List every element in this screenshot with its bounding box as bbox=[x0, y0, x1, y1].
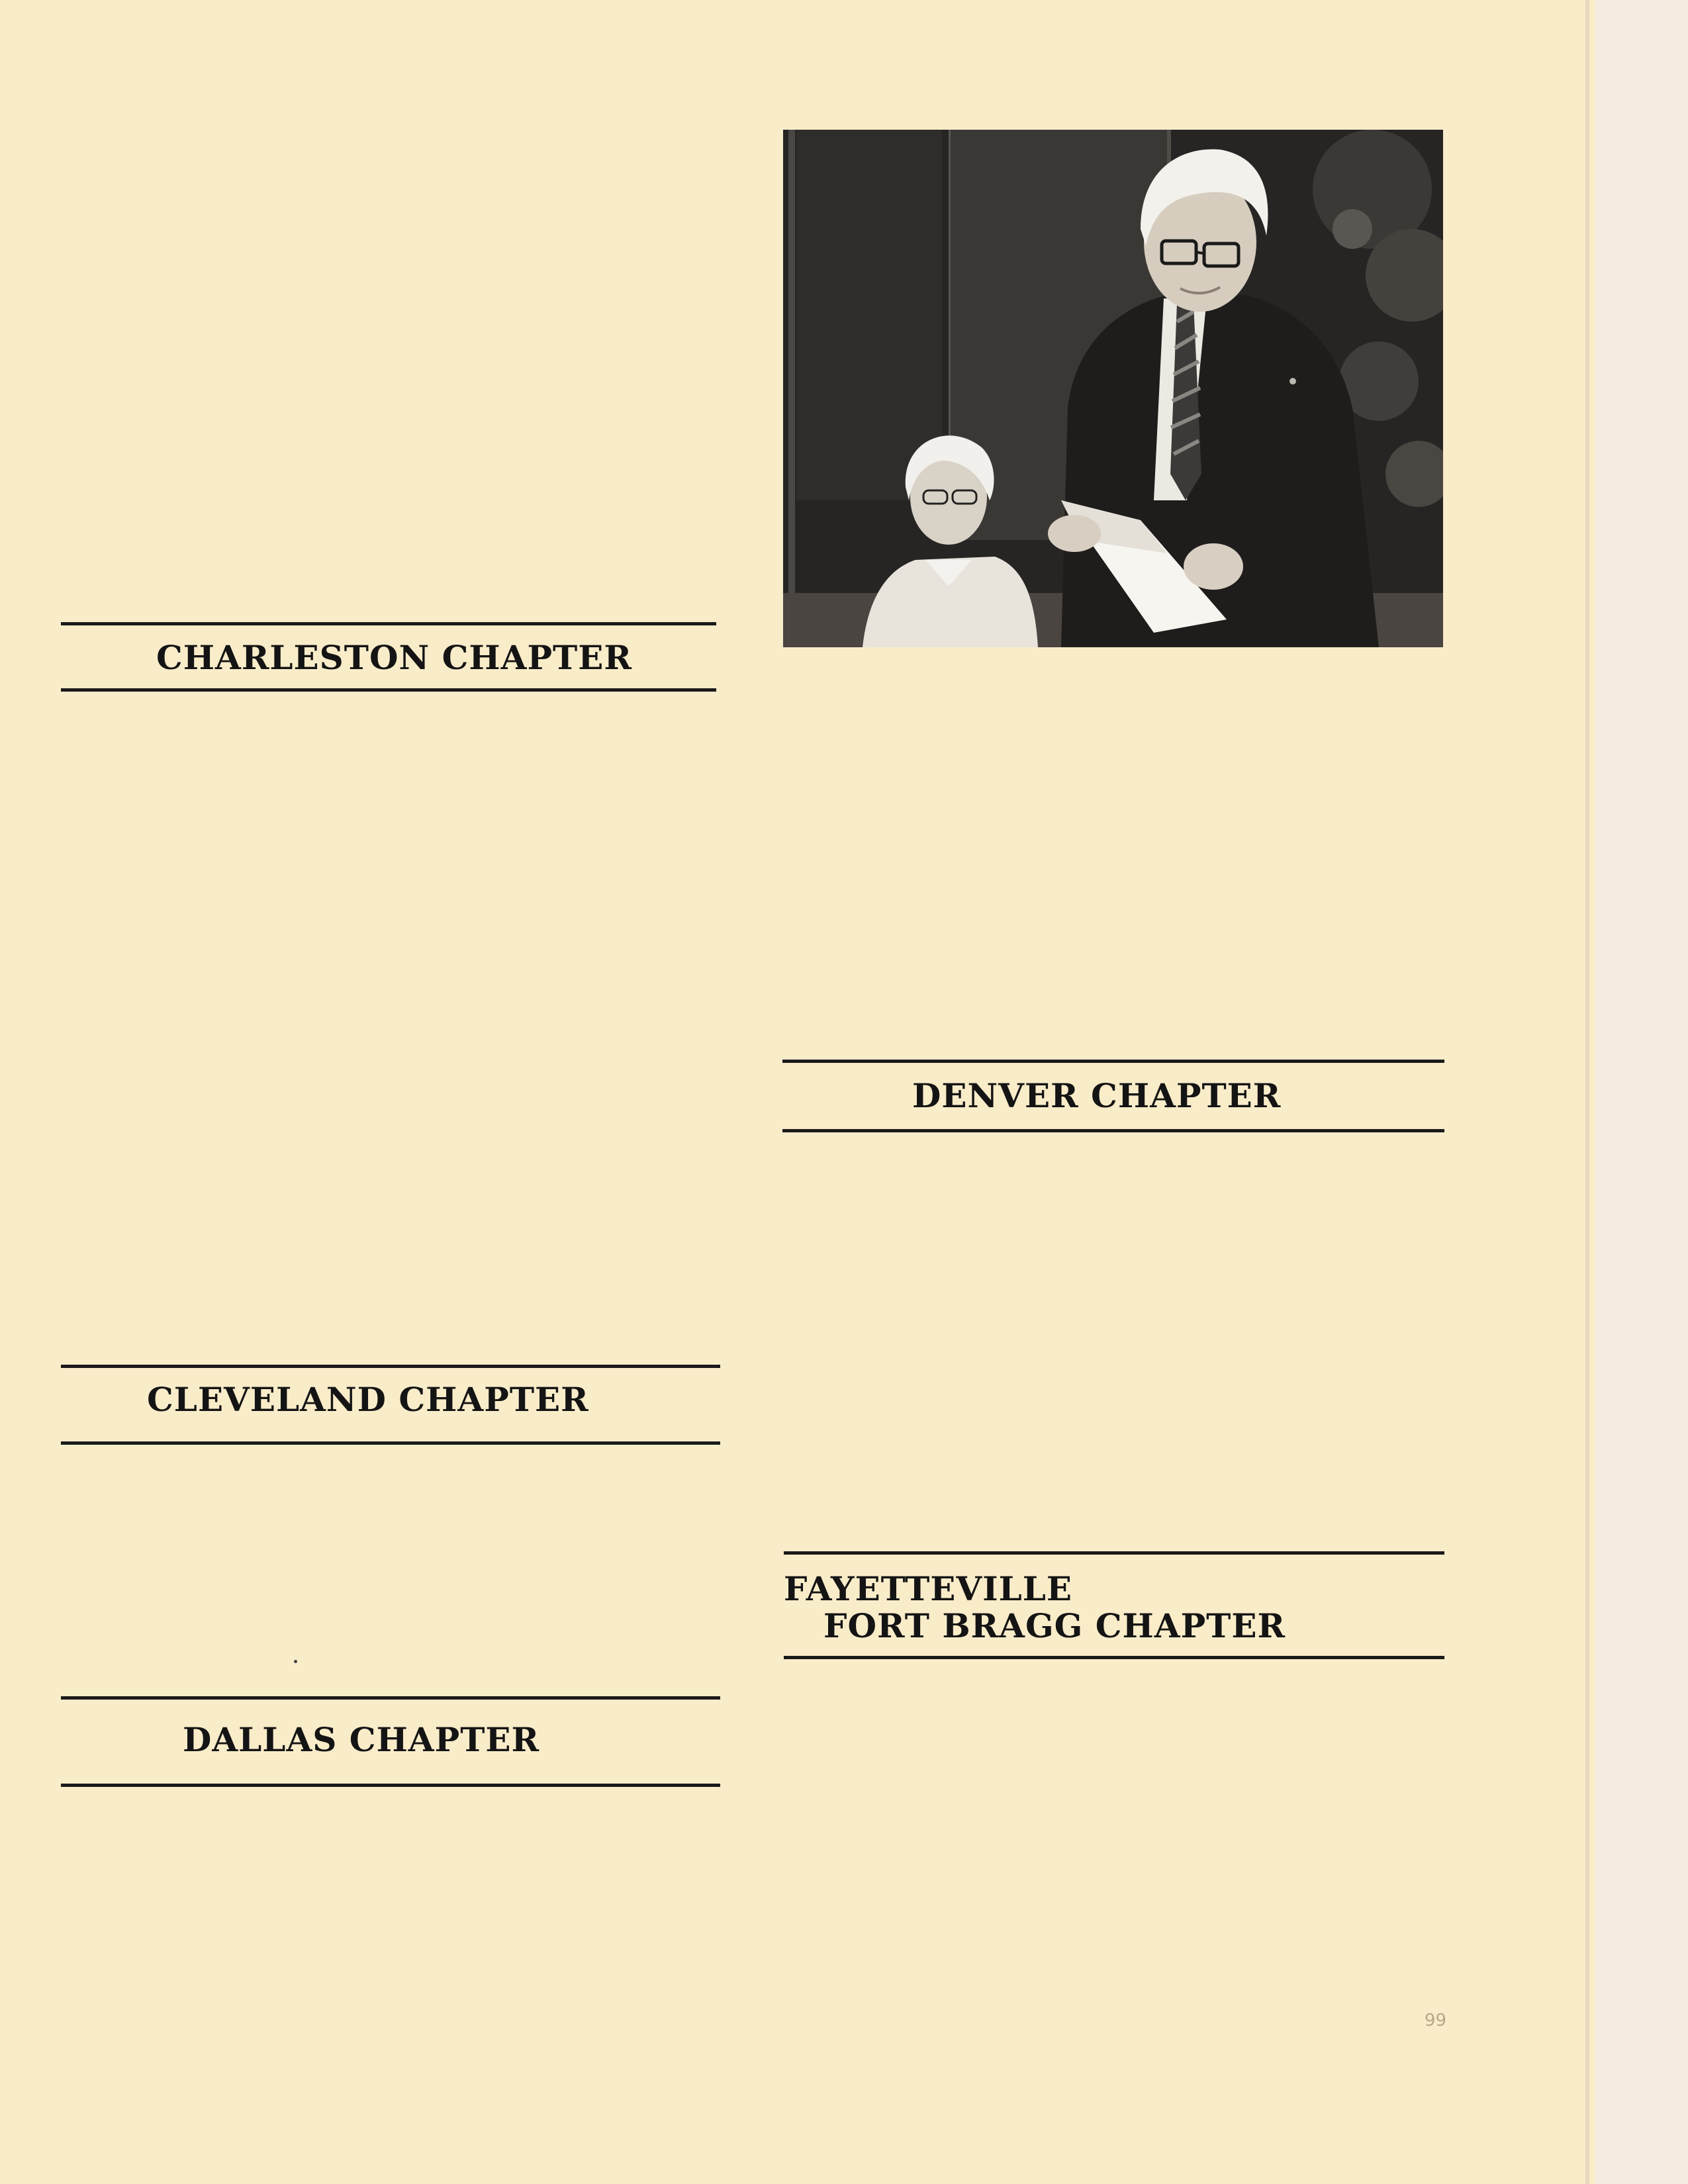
denver-rule-bottom bbox=[782, 1129, 1444, 1132]
cleveland-rule-top bbox=[61, 1365, 720, 1368]
charleston-chapter-heading: CHARLESTON CHAPTER bbox=[156, 638, 632, 677]
photograph bbox=[783, 130, 1443, 647]
dallas-rule-top bbox=[61, 1696, 720, 1700]
page-edge bbox=[1585, 0, 1589, 2184]
charleston-rule-top bbox=[61, 622, 716, 625]
denver-chapter-heading: DENVER CHAPTER bbox=[912, 1076, 1282, 1115]
cleveland-chapter-heading: CLEVELAND CHAPTER bbox=[147, 1380, 589, 1419]
fayetteville-chapter-heading-line1: FAYETTEVILLE bbox=[784, 1569, 1073, 1608]
cleveland-rule-bottom bbox=[61, 1441, 720, 1445]
charleston-rule-bottom bbox=[61, 688, 716, 692]
scan-margin bbox=[1595, 0, 1688, 2184]
fayetteville-rule-top bbox=[784, 1551, 1444, 1555]
dallas-chapter-heading: DALLAS CHAPTER bbox=[183, 1720, 540, 1759]
denver-rule-top bbox=[782, 1060, 1444, 1063]
fayetteville-chapter-heading-line2: FORT BRAGG CHAPTER bbox=[823, 1606, 1286, 1645]
dust-speck bbox=[294, 1660, 297, 1663]
page-number: 99 bbox=[1425, 2011, 1447, 2030]
dallas-rule-bottom bbox=[61, 1784, 720, 1787]
fayetteville-rule-bottom bbox=[784, 1656, 1444, 1659]
